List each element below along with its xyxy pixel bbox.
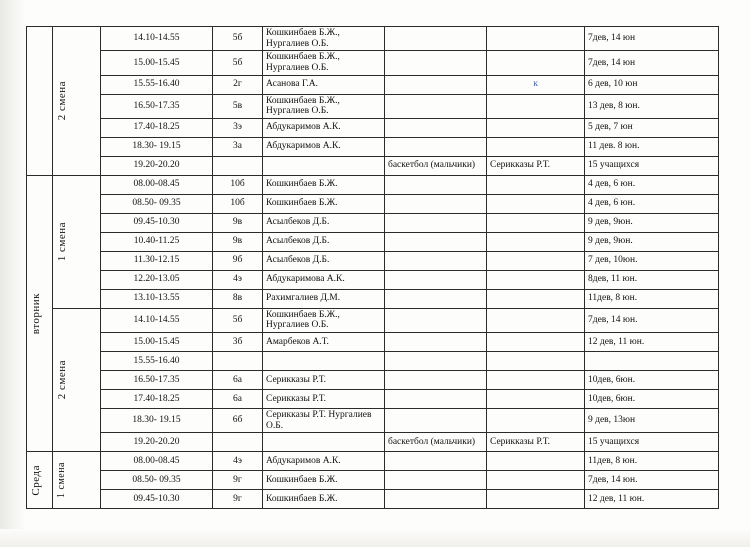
count-cell: 11дев, 8 юн. <box>585 289 719 308</box>
count-cell: 10дев, 6юн. <box>585 371 719 390</box>
shift-cell-first: 1 смена <box>53 175 101 308</box>
table-row <box>27 194 719 213</box>
teacher-cell: Асылбеков Д.Б. <box>263 251 385 270</box>
class-cell <box>213 352 263 371</box>
coach-cell <box>487 137 585 156</box>
count-cell: 9 дев, 13юн <box>585 409 719 433</box>
sport-cell <box>385 490 487 509</box>
table-row <box>27 27 719 51</box>
table-row <box>27 270 719 289</box>
teacher-cell: Серикказы Р.Т. <box>263 371 385 390</box>
table-row <box>27 94 719 118</box>
class-cell: 8в <box>213 289 263 308</box>
table-row <box>27 433 719 452</box>
table-row <box>27 232 719 251</box>
count-cell: 11дев, 8 юн. <box>585 452 719 471</box>
day-cell-tuesday: вторник <box>27 175 53 452</box>
coach-cell <box>487 213 585 232</box>
class-cell: 4э <box>213 452 263 471</box>
table-row <box>27 175 719 194</box>
table-row <box>27 471 719 490</box>
coach-cell <box>487 51 585 75</box>
schedule-table-wrapper <box>26 26 718 509</box>
class-cell: 5б <box>213 51 263 75</box>
coach-cell <box>487 471 585 490</box>
table-row <box>27 289 719 308</box>
coach-cell <box>487 175 585 194</box>
pen-mark: к <box>487 75 585 94</box>
teacher-cell: Рахимгалиев Д.М. <box>263 289 385 308</box>
time-cell: 08.00-08.45 <box>101 175 213 194</box>
class-cell: 9г <box>213 490 263 509</box>
schedule-table <box>26 26 719 509</box>
time-cell: 08.50- 09.35 <box>101 471 213 490</box>
class-cell: 5б <box>213 308 263 332</box>
class-cell: 5в <box>213 94 263 118</box>
count-cell: 7дев, 14 юн. <box>585 308 719 332</box>
count-cell: 10дев, 6юн. <box>585 390 719 409</box>
teacher-cell: Кошкинбаев Б.Ж., Нургалиев О.Б. <box>263 308 385 332</box>
class-cell: 3э <box>213 118 263 137</box>
shift-cell-second: 2 смена <box>53 308 101 452</box>
table-row <box>27 371 719 390</box>
teacher-cell <box>263 156 385 175</box>
count-cell <box>585 352 719 371</box>
coach-cell <box>487 452 585 471</box>
sport-cell <box>385 289 487 308</box>
time-cell: 08.00-08.45 <box>101 452 213 471</box>
sport-cell <box>385 213 487 232</box>
sport-cell <box>385 232 487 251</box>
class-cell: 5б <box>213 27 263 51</box>
shift-cell-first: 1 смена <box>53 452 101 509</box>
class-cell: 3б <box>213 333 263 352</box>
sport-cell <box>385 308 487 332</box>
time-cell: 16.50-17.35 <box>101 371 213 390</box>
coach-cell <box>487 118 585 137</box>
time-cell: 16.50-17.35 <box>101 94 213 118</box>
sport-cell <box>385 194 487 213</box>
count-cell: 8дев, 11 юн. <box>585 270 719 289</box>
time-cell: 19.20-20.20 <box>101 433 213 452</box>
teacher-cell: Кошкинбаев Б.Ж., Нургалиев О.Б. <box>263 27 385 51</box>
teacher-cell: Кошкинбаев Б.Ж. <box>263 471 385 490</box>
class-cell: 9в <box>213 213 263 232</box>
time-cell: 14.10-14.55 <box>101 27 213 51</box>
class-cell: 3а <box>213 137 263 156</box>
day-cell-continued <box>27 27 53 176</box>
count-cell: 7 дев, 10юн. <box>585 251 719 270</box>
sport-cell <box>385 94 487 118</box>
sport-cell: баскетбол (мальчики) <box>385 433 487 452</box>
teacher-cell: Кошкинбаев Б.Ж. <box>263 175 385 194</box>
teacher-cell: Серикказы Р.Т. <box>263 390 385 409</box>
count-cell: 9 дев, 9юн. <box>585 213 719 232</box>
sport-cell <box>385 270 487 289</box>
shift-cell-second: 2 смена <box>53 27 101 176</box>
count-cell: 13 дев, 8 юн. <box>585 94 719 118</box>
class-cell: 6а <box>213 390 263 409</box>
count-cell: 11 дев. 8 юн. <box>585 137 719 156</box>
coach-cell: Серикказы Р.Т. <box>487 156 585 175</box>
class-cell: 6а <box>213 371 263 390</box>
time-cell: 17.40-18.25 <box>101 118 213 137</box>
count-cell: 12 дев, 11 юн. <box>585 333 719 352</box>
coach-cell <box>487 390 585 409</box>
sport-cell <box>385 471 487 490</box>
count-cell: 4 дев, 6 юн. <box>585 175 719 194</box>
table-row <box>27 352 719 371</box>
table-row <box>27 308 719 332</box>
coach-cell <box>487 490 585 509</box>
table-row <box>27 490 719 509</box>
coach-cell <box>487 352 585 371</box>
time-cell: 15.55-16.40 <box>101 75 213 94</box>
time-cell: 11.30-12.15 <box>101 251 213 270</box>
coach-cell <box>487 194 585 213</box>
count-cell: 7дев, 14 юн. <box>585 471 719 490</box>
sport-cell <box>385 390 487 409</box>
class-cell: 9б <box>213 251 263 270</box>
coach-cell <box>487 371 585 390</box>
table-row <box>27 137 719 156</box>
sport-cell <box>385 452 487 471</box>
sport-cell <box>385 175 487 194</box>
count-cell: 4 дев, 6 юн. <box>585 194 719 213</box>
teacher-cell: Серикказы Р.Т. Нургалиев О.Б. <box>263 409 385 433</box>
teacher-cell: Абдукаримов А.К. <box>263 452 385 471</box>
time-cell: 15.00-15.45 <box>101 51 213 75</box>
teacher-cell: Асанова Г.А. <box>263 75 385 94</box>
teacher-cell: Кошкинбаев Б.Ж. <box>263 490 385 509</box>
time-cell: 13.10-13.55 <box>101 289 213 308</box>
time-cell: 12.20-13.05 <box>101 270 213 289</box>
teacher-cell: Амарбеков А.Т. <box>263 333 385 352</box>
teacher-cell: Абдукаримов А.К. <box>263 118 385 137</box>
sport-cell <box>385 118 487 137</box>
teacher-cell <box>263 433 385 452</box>
class-cell: 2г <box>213 75 263 94</box>
count-cell: 7дев, 14 юн <box>585 27 719 51</box>
sport-cell <box>385 75 487 94</box>
table-row <box>27 118 719 137</box>
class-cell: 10б <box>213 175 263 194</box>
table-row <box>27 213 719 232</box>
class-cell: 6б <box>213 409 263 433</box>
sport-cell <box>385 409 487 433</box>
sport-cell <box>385 137 487 156</box>
teacher-cell: Абдукаримова А.К. <box>263 270 385 289</box>
sport-cell <box>385 251 487 270</box>
coach-cell <box>487 270 585 289</box>
teacher-cell: Кошкинбаев Б.Ж., Нургалиев О.Б. <box>263 51 385 75</box>
sport-cell <box>385 51 487 75</box>
teacher-cell: Кошкинбаев Б.Ж., Нургалиев О.Б. <box>263 94 385 118</box>
count-cell: 9 дев, 9юн. <box>585 232 719 251</box>
time-cell: 17.40-18.25 <box>101 390 213 409</box>
teacher-cell <box>263 352 385 371</box>
time-cell: 08.50- 09.35 <box>101 194 213 213</box>
scan-edge-bottom <box>0 529 750 547</box>
count-cell: 12 дев, 11 юн. <box>585 490 719 509</box>
coach-cell <box>487 289 585 308</box>
coach-cell <box>487 409 585 433</box>
time-cell: 18.30- 19.15 <box>101 409 213 433</box>
time-cell: 09.45-10.30 <box>101 213 213 232</box>
time-cell: 19.20-20.20 <box>101 156 213 175</box>
class-cell: 4э <box>213 270 263 289</box>
table-row <box>27 251 719 270</box>
class-cell: 9г <box>213 471 263 490</box>
table-row <box>27 409 719 433</box>
time-cell: 09.45-10.30 <box>101 490 213 509</box>
coach-cell <box>487 308 585 332</box>
sport-cell <box>385 371 487 390</box>
table-row <box>27 51 719 75</box>
sport-cell <box>385 27 487 51</box>
time-cell: 18.30- 19.15 <box>101 137 213 156</box>
table-row <box>27 75 719 94</box>
count-cell: 15 учащихся <box>585 433 719 452</box>
time-cell: 14.10-14.55 <box>101 308 213 332</box>
class-cell: 9в <box>213 232 263 251</box>
table-row <box>27 333 719 352</box>
count-cell: 6 дев, 10 юн <box>585 75 719 94</box>
teacher-cell: Кошкинбаев Б.Ж. <box>263 194 385 213</box>
table-row <box>27 390 719 409</box>
time-cell: 15.00-15.45 <box>101 333 213 352</box>
class-cell <box>213 433 263 452</box>
coach-cell: Серикказы Р.Т. <box>487 433 585 452</box>
time-cell: 15.55-16.40 <box>101 352 213 371</box>
teacher-cell: Абдукаримов А.К. <box>263 137 385 156</box>
sport-cell <box>385 352 487 371</box>
coach-cell <box>487 27 585 51</box>
coach-cell <box>487 94 585 118</box>
table-row <box>27 156 719 175</box>
time-cell: 10.40-11.25 <box>101 232 213 251</box>
class-cell <box>213 156 263 175</box>
day-cell-wednesday: Среда <box>27 452 53 509</box>
count-cell: 15 учащихся <box>585 156 719 175</box>
coach-cell <box>487 251 585 270</box>
teacher-cell: Асылбеков Д.Б. <box>263 232 385 251</box>
count-cell: 7дев, 14 юн <box>585 51 719 75</box>
coach-cell <box>487 232 585 251</box>
class-cell: 10б <box>213 194 263 213</box>
sport-cell <box>385 333 487 352</box>
sport-cell: баскетбол (мальчики) <box>385 156 487 175</box>
count-cell: 5 дев, 7 юн <box>585 118 719 137</box>
scan-edge-left <box>0 0 26 547</box>
table-row <box>27 452 719 471</box>
schedule-body <box>27 27 719 509</box>
coach-cell <box>487 333 585 352</box>
teacher-cell: Асылбеков Д.Б. <box>263 213 385 232</box>
